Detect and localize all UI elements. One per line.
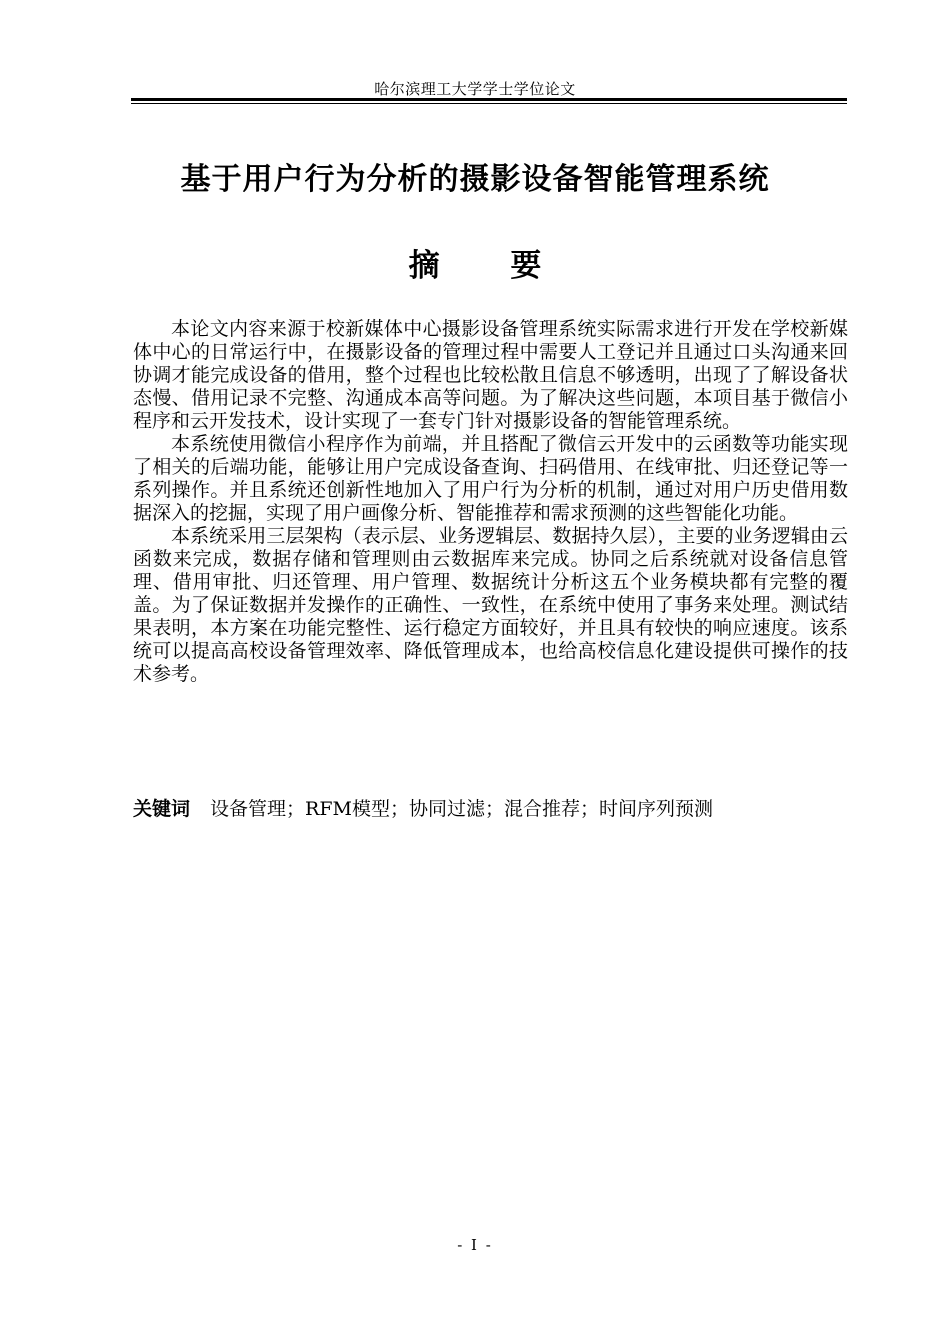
abstract-paragraph-1: 本论文内容来源于校新媒体中心摄影设备管理系统实际需求进行开发在学校新媒体中心的日常运行中，在摄影设备的管理过程中需要人工登记并且通过口头沟通来回协调才能完成设备的借用，整个过程也比较松散且信息不够透明，出现了了解设备状态慢、借用记录不完整、沟通成本高等问题。为了解决这些问题，本项目基于微信小程序和云开发技术，设计实现了一套专门针对摄影设备的智能管理系统。 xyxy=(133,318,848,432)
running-header-title: 哈尔滨理工大学学士学位论文 xyxy=(374,80,576,98)
abstract-paragraph-2: 本系统使用微信小程序作为前端，并且搭配了微信云开发中的云函数等功能实现了相关的后端功能，能够让用户完成设备查询、扫码借用、在线审批、归还登记等一系列操作。并且系统还创新性地加入了用户行为分析的机制，通过对用户历史借用数据深入的挖掘，实现了用户画像分析、智能推荐和需求预测的这些智能化功能。 xyxy=(133,433,848,524)
header-rule-thick xyxy=(131,98,847,101)
thesis-title: 基于用户行为分析的摄影设备智能管理系统 xyxy=(180,162,770,197)
keywords-list: 设备管理；RFM模型；协同过滤；混合推荐；时间序列预测 xyxy=(210,798,713,820)
page-number: - I - xyxy=(457,1236,493,1254)
keywords-label: 关键词 xyxy=(133,798,191,820)
abstract-body xyxy=(133,318,848,686)
abstract-heading: 摘 要 xyxy=(408,248,572,284)
keywords-line xyxy=(133,798,848,821)
abstract-paragraph-3: 本系统采用三层架构（表示层、业务逻辑层、数据持久层），主要的业务逻辑由云函数来完成，数据存储和管理则由云数据库来完成。协同之后系统就对设备信息管理、借用审批、归还管理、用户管理、数据统计分析这五个业务模块都有完整的覆盖。为了保证数据并发操作的正确性、一致性，在系统中使用了事务来处理。测试结果表明，本方案在功能完整性、运行稳定方面较好，并且具有较快的响应速度。该系统可以提高高校设备管理效率、降低管理成本，也给高校信息化建设提供可操作的技术参考。 xyxy=(133,525,848,685)
header-rule-thin xyxy=(131,103,847,104)
